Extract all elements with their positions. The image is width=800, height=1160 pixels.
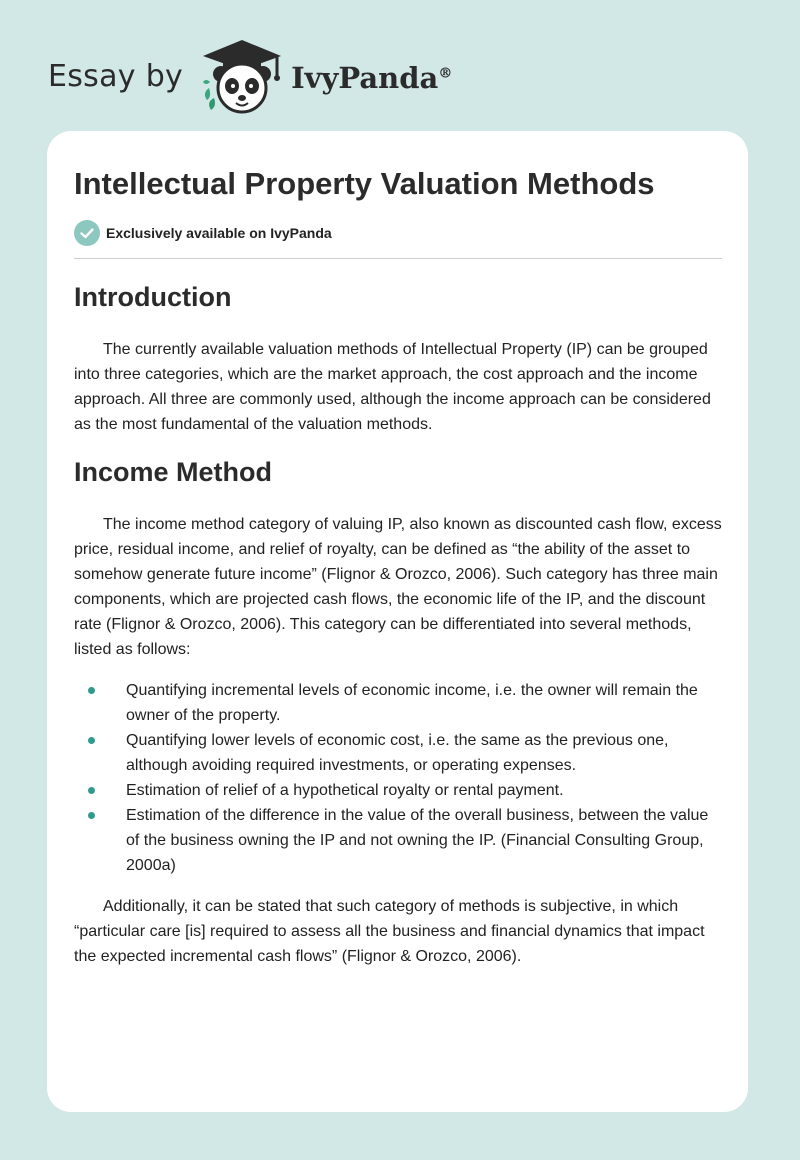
essay-title: Intellectual Property Valuation Methods — [74, 166, 655, 201]
bullet-icon — [88, 737, 95, 744]
list-item — [74, 678, 722, 728]
list-item — [74, 778, 722, 803]
checkmark-circle-icon — [74, 220, 100, 246]
brand-header — [48, 36, 452, 116]
bullet-icon — [88, 787, 95, 794]
bullet-icon — [88, 812, 95, 819]
introduction-paragraph: The currently available valuation methods of Intellectual Property (IP) can be grouped into three categories, which are the market approach, the cost approach and the income approach. All three are commonly used, although the income approach can be considered as the most fundamental of the valuation methods. — [74, 341, 711, 433]
list-item-text: Quantifying lower levels of economic cost, i.e. the same as the previous one, although avoiding required investments, or operating expenses. — [126, 732, 669, 774]
list-item-text: Estimation of relief of a hypothetical royalty or rental payment. — [126, 782, 564, 799]
essay-card — [47, 131, 748, 1112]
section-heading-introduction: Introduction — [74, 282, 232, 312]
essay-content — [74, 164, 722, 969]
registered-mark: ® — [438, 65, 453, 82]
title-divider — [74, 258, 722, 259]
exclusive-badge — [74, 220, 722, 246]
bullet-icon — [88, 687, 95, 694]
essay-by-label: Essay by — [48, 58, 184, 94]
ivypanda-logo-icon[interactable] — [197, 36, 287, 116]
list-item-text: Estimation of the difference in the value of the overall business, between the value of the business owning the IP and not owning the IP. (Financial Consulting Group, 2000a) — [126, 807, 709, 874]
list-item-text: Quantifying incremental levels of economic income, i.e. the owner will remain the owner of the property. — [126, 682, 698, 724]
income-method-paragraph: The income method category of valuing IP, also known as discounted cash flow, excess price, residual income, and relief of royalty, can be defined as “the ability of the asset to somehow generate future income” (Flignor & Orozco, 2006). Such category has three main components, which are projected cash flows, the economic life of the IP, and the discount rate (Flignor & Orozco, 2006). This category can be differentiated into several methods, listed as follows: — [74, 516, 722, 658]
list-item — [74, 803, 722, 878]
ivypanda-wordmark[interactable]: IvyPanda® — [291, 61, 453, 95]
exclusive-badge-text: Exclusively available on IvyPanda — [106, 225, 332, 241]
income-methods-list — [74, 678, 722, 878]
closing-paragraph: Additionally, it can be stated that such category of methods is subjective, in which “particular care [is] required to assess all the business and financial dynamics that impact the expected incremental cash flows” (Flignor & Orozco, 2006). — [74, 898, 705, 965]
section-heading-income-method: Income Method — [74, 457, 273, 487]
list-item — [74, 728, 722, 778]
